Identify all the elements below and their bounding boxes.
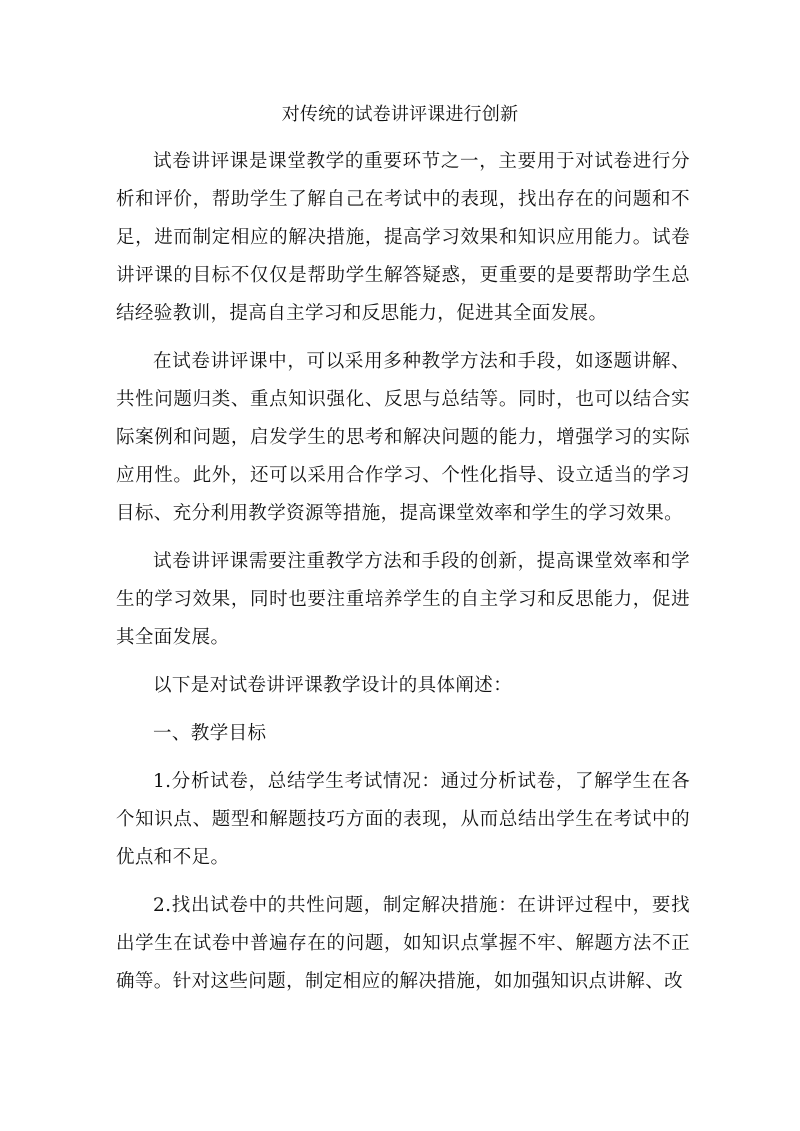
list-item-objective-1: 1.分析试卷，总结学生考试情况：通过分析试卷，了解学生在各个知识点、题型和解题技巧方面的表现，从而总结出学生在考试中的优点和不足。 xyxy=(116,771,690,868)
paragraph-methods: 在试卷讲评课中，可以采用多种教学方法和手段，如逐题讲解、共性问题归类、重点知识强化、反思与总结等。同时，也可以结合实际案例和问题，启发学生的思考和解决问题的能力，增强学习的实际应用性。此外，还可以采用合作学习、个性化指导、设立适当的学习目标、充分利用教学资源等措施，提高课堂效率和学生的学习效果。 xyxy=(116,351,690,524)
list-item-objective-2: 2.找出试卷中的共性问题，制定解决措施：在讲评过程中，要找出学生在试卷中普遍存在的问题，如知识点掌握不牢、解题方法不正确等。针对这些问题，制定相应的解决措施，如加强知识点讲解、改 xyxy=(116,895,690,992)
section-heading-objectives: 一、教学目标 xyxy=(153,723,267,744)
paragraph-intro: 试卷讲评课是课堂教学的重要环节之一，主要用于对试卷进行分析和评价，帮助学生了解自己在考试中的表现，找出存在的问题和不足，进而制定相应的解决措施，提高学习效果和知识应用能力。试卷讲评课的目标不仅仅是帮助学生解答疑惑，更重要的是要帮助学生总结经验教训，提高自主学习和反思能力，促进其全面发展。 xyxy=(116,151,690,324)
document-title: 对传统的试卷讲评课进行创新 xyxy=(281,104,519,125)
paragraph-innovation: 试卷讲评课需要注重教学方法和手段的创新，提高课堂效率和学生的学习效果，同时也要注重培养学生的自主学习和反思能力，促进其全面发展。 xyxy=(116,551,690,648)
paragraph-outline-lead: 以下是对试卷讲评课教学设计的具体阐述： xyxy=(153,675,513,696)
document-body xyxy=(116,143,690,1001)
